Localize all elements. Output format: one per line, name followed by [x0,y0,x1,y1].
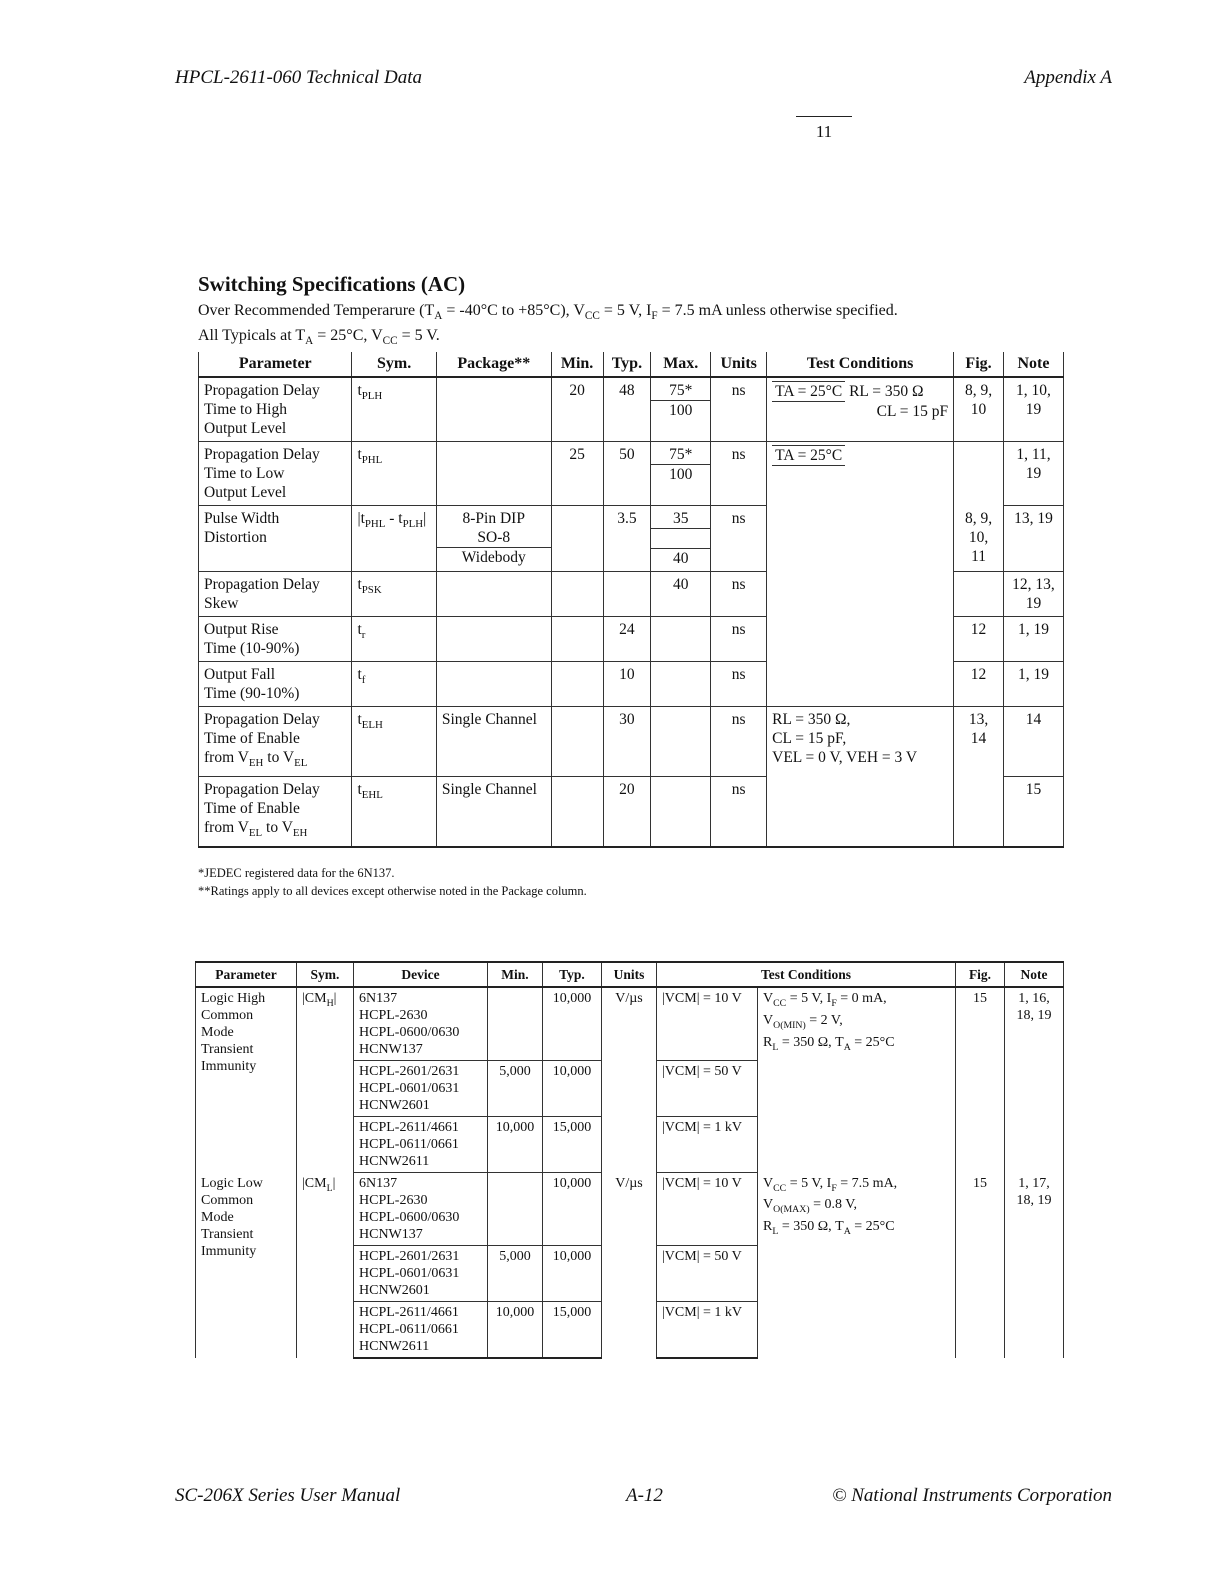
footnote-jedec: *JEDEC registered data for the 6N137. [198,866,395,880]
cond-cl: CL = 15 pF, [772,730,847,747]
min-cell: 5,000 [488,1246,543,1302]
units-cell: ns [711,662,767,707]
param-cell: Logic Low Common Mode Transient Immunity [196,1173,297,1359]
footnote-ratings: **Ratings apply to all devices except otherwise noted in the Package column. [198,884,587,898]
min-cell [551,777,603,848]
units-cell: ns [711,707,767,777]
min-cell: 10,000 [488,1302,543,1359]
col-header-fig: Fig. [954,352,1004,377]
sym-cell: $|CM_L|$ [297,1173,354,1359]
col-header-note: Note [1003,352,1063,377]
table-row [199,662,1064,707]
device-cell: 6N137 HCPL-2630 HCPL-0600/0630 HCNW137 [354,987,488,1061]
pkg-cell [436,617,551,662]
param-line: Propagation Delay [204,382,320,399]
fig-cell: 15 [956,1173,1005,1359]
param-line: Time to High [204,401,287,418]
fig-cell: 8, 9, 10 [954,377,1004,442]
col-header-units: Units [602,962,657,987]
param-cell: Propagation Delay Time to Low Output Level [199,442,352,506]
typ-cell: 10,000 [543,1173,602,1246]
typ-cell: 30 [603,707,651,777]
device-cell: 6N137 HCPL-2630 HCPL-0600/0630 HCNW137 [354,1173,488,1246]
col-header-parameter: Parameter [196,962,297,987]
fig-cell: 13, 14 [954,707,1004,777]
param-cell [199,377,352,442]
cond-v: VEL = 0 V, VEH = 3 V [772,749,918,766]
col-header-sym: Sym. [352,352,436,377]
footer-manual-title: SC-206X Series User Manual [175,1485,401,1506]
test-cond-cell [767,442,954,506]
cond-cl: CL = 15 pF [876,403,949,420]
param-cell: Output Rise Time (10-90%) [199,617,352,662]
note-cell: 1, 17, 18, 19 [1005,1173,1064,1359]
table-row [199,442,1064,506]
param-cell: Output Fall Time (90-10%) [199,662,352,707]
min-cell [551,506,603,572]
table-row [199,377,1064,442]
col-header-device: Device [354,962,488,987]
vcm-cell: |VCM| = 1 kV [657,1117,758,1173]
fig-cell [954,572,1004,617]
cond-ta: TA = 25°C [772,445,845,466]
note-cell: 13, 19 [1003,506,1063,572]
units-cell: ns [711,442,767,506]
table-row [199,572,1064,617]
min-cell: 20 [551,377,603,442]
note-cell: 12, 13, 19 [1003,572,1063,617]
param-cell: Pulse Width Distortion [199,506,352,572]
section-title: Switching Specifications (AC) [198,272,466,296]
col-header-test-conditions: Test Conditions [657,962,956,987]
sym-cell: $t_{EHL}$ [352,777,436,848]
typ-cell: 15,000 [543,1302,602,1359]
fig-cell: 8, 9, 10, 11 [954,506,1004,572]
col-header-note: Note [1005,962,1064,987]
fig-cell [954,777,1004,848]
units-cell: ns [711,377,767,442]
table-row [199,777,1064,848]
min-cell [551,572,603,617]
sym-cell: $t_f$ [352,662,436,707]
cm-transient-table [195,961,1064,1359]
section-conditions: Over Recommended Temperarure ($T_A = -40^\circ C$ to +85°C), $V_{CC} = 5$ V, $I_F = 7.5$ mA unless otherwise specified. All Typicals at $T_A = 25^\circ C$, $V_{CC} = 5$ V. [198,302,898,348]
test-cond-cell [767,572,954,617]
typ-cell: 48 [603,377,651,442]
max-cell [651,707,711,777]
table-row [199,707,1064,777]
vcm-cell: |VCM| = 10 V [657,1173,758,1246]
test-cond-cell [767,377,954,442]
max-line: 100 [651,400,710,420]
col-header-fig: Fig. [956,962,1005,987]
device-cell: HCPL-2601/2631 HCPL-0601/0631 HCNW2601 [354,1246,488,1302]
min-cell [551,617,603,662]
col-header-typ: Typ. [543,962,602,987]
units-cell: V/µs [602,1173,657,1359]
typ-cell: 20 [603,777,651,848]
device-cell: HCPL-2601/2631 HCPL-0601/0631 HCNW2601 [354,1061,488,1117]
col-header-max: Max. [651,352,711,377]
units-cell: V/µs [602,987,657,1173]
pkg-cell [436,377,551,442]
col-header-test-conditions: Test Conditions [767,352,954,377]
note-cell: 14 [1003,707,1063,777]
cond-rl: RL = 350 Ω [849,383,924,400]
max-cell [651,377,711,442]
vcm-cell: |VCM| = 1 kV [657,1302,758,1359]
min-cell [488,987,543,1061]
typ-cell [603,572,651,617]
pkg-cell: Single Channel [436,707,551,777]
units-cell: ns [711,572,767,617]
vcm-cell: |VCM| = 10 V [657,987,758,1061]
param-cell: Propagation Delay Time of Enable from $V_{EH}$ to $V_{EL}$ [199,707,352,777]
running-header-title: HPCL-2611-060 Technical Data [175,67,422,88]
fig-cell: 12 [954,617,1004,662]
running-header-appendix: Appendix A [1024,67,1112,88]
sym-cell: $|CM_H|$ [297,987,354,1173]
fig-cell: 15 [956,987,1005,1173]
table-row [196,1173,1064,1246]
vcm-cell: |VCM| = 50 V [657,1061,758,1117]
min-cell [488,1173,543,1246]
min-cell [551,662,603,707]
typ-cell: 15,000 [543,1117,602,1173]
max-cell: 35 40 [651,506,711,572]
switching-spec-table [198,352,1064,848]
pkg-cell [436,662,551,707]
note-cell: 1, 19 [1003,662,1063,707]
note-cell: 1, 11, 19 [1003,442,1063,506]
sym-cell: $t_{PSK}$ [352,572,436,617]
sym-cell: $|t_{PHL} - t_{PLH}|$ [352,506,436,572]
typ-cell: 50 [603,442,651,506]
footer-page-number: A-12 [626,1485,663,1506]
param-cell: Logic High Common Mode Transient Immunity [196,987,297,1173]
col-header-sym: Sym. [297,962,354,987]
units-cell: ns [711,777,767,848]
note-cell: 1, 19 [1003,617,1063,662]
max-cell: 75* 100 [651,442,711,506]
cond-ta: TA = 25°C [772,381,845,402]
min-cell: 5,000 [488,1061,543,1117]
note-cell: 1, 16, 18, 19 [1005,987,1064,1173]
footer-copyright: © National Instruments Corporation [832,1485,1112,1506]
pkg-cell: Single Channel [436,777,551,848]
param-cell: Propagation Delay Skew [199,572,352,617]
col-header-parameter: Parameter [199,352,352,377]
max-cell [651,777,711,848]
test-cond-cell [767,707,954,777]
device-cell: HCPL-2611/4661 HCPL-0611/0661 HCNW2611 [354,1117,488,1173]
table-row [199,506,1064,572]
col-header-min: Min. [551,352,603,377]
test-cond-cell [767,662,954,707]
test-cond-cell [767,506,954,572]
col-header-units: Units [711,352,767,377]
note-cell: 15 [1003,777,1063,848]
cond-rl: RL = 350 Ω, [772,711,851,728]
units-cell: ns [711,617,767,662]
typ-cell: 10 [603,662,651,707]
device-cell: HCPL-2611/4661 HCPL-0611/0661 HCNW2611 [354,1302,488,1359]
note-cell: 1, 10, 19 [1003,377,1063,442]
fig-cell [954,442,1004,506]
param-cell: Propagation Delay Time of Enable from $V_{EL}$ to $V_{EH}$ [199,777,352,848]
col-header-package: Package** [436,352,551,377]
pkg-cell [436,572,551,617]
col-header-typ: Typ. [603,352,651,377]
sym-cell: $t_{PHL}$ [352,442,436,506]
test-cond-cell [767,617,954,662]
header-page-number: 11 [815,122,833,141]
typ-cell: 10,000 [543,1246,602,1302]
test-cond-cell: $V_{CC} = 5$ V, $I_F = 7.5$ mA, $V_{O(MAX)} = 0.8$ V, $R_L = 350$ Ω, $T_A = 25^\circ C$ [758,1173,956,1359]
param-line: Output Level [204,420,287,437]
table-row [199,617,1064,662]
sym-cell: $t_{PLH}$ [352,377,436,442]
max-line: 75* [669,382,693,399]
typ-cell: 3.5 [603,506,651,572]
min-cell: 10,000 [488,1117,543,1173]
pkg-cell [436,442,551,506]
max-cell: 40 [651,572,711,617]
min-cell: 25 [551,442,603,506]
sym-cell: $t_{ELH}$ [352,707,436,777]
fig-cell: 12 [954,662,1004,707]
max-cell [651,662,711,707]
units-cell: ns [711,506,767,572]
typ-cell: 10,000 [543,987,602,1061]
max-cell [651,617,711,662]
test-cond-cell [767,777,954,848]
sym-cell: $t_r$ [352,617,436,662]
table-row [196,987,1064,1061]
test-cond-cell: $V_{CC} = 5$ V, $I_F = 0$ mA, $V_{O(MIN)} = 2$ V, $R_L = 350$ Ω, $T_A = 25^\circ C$ [758,987,956,1173]
typ-cell: 24 [603,617,651,662]
typ-cell: 10,000 [543,1061,602,1117]
min-cell [551,707,603,777]
header-rule [796,116,852,117]
vcm-cell: |VCM| = 50 V [657,1246,758,1302]
pkg-cell: 8-Pin DIP SO-8 Widebody [436,506,551,572]
col-header-min: Min. [488,962,543,987]
